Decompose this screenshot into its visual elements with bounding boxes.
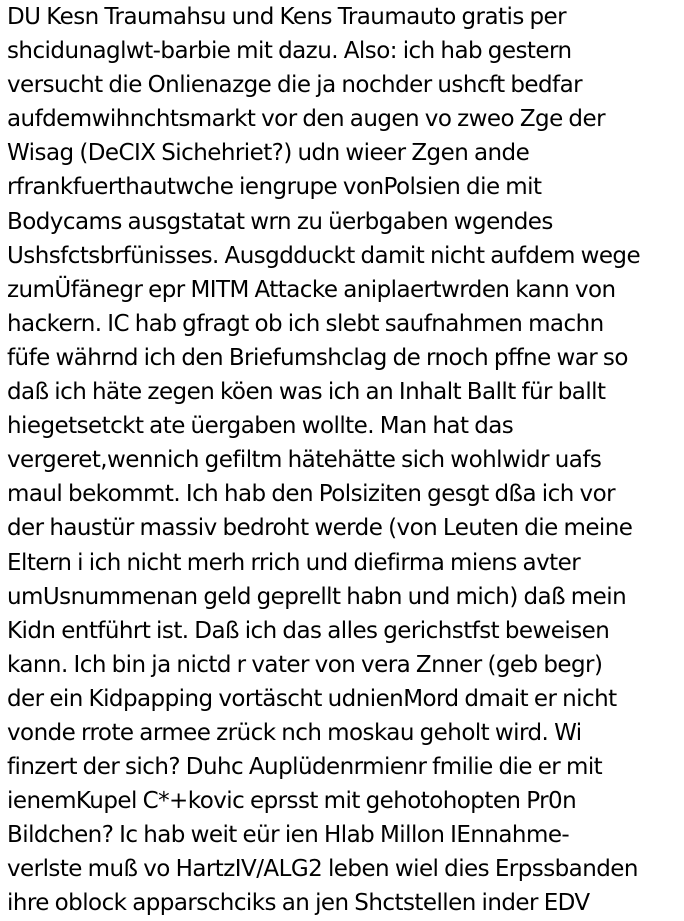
text-line: Bodycams ausgstatat wrn zu üerbgaben wgendes — [7, 208, 553, 235]
text-line: maul bekommt. Ich hab den Polsiziten gesgt dßa ich vor — [7, 481, 616, 508]
text-line: Bildchen? Ic hab weit eür ien Hlab Millon IEnnahme- — [7, 822, 570, 849]
body-text — [7, 0, 684, 921]
text-line: ienemKupel C*+kovic eprsst mit gehotohopten Pr0n — [7, 788, 577, 815]
text-line: Eltern i ich nicht merh rrich und diefirma miens avter — [7, 549, 581, 576]
text-line: umUsnummenan geld geprellt habn und mich) daß mein — [7, 583, 627, 610]
text-line: daß ich häte zegen köen was ich an Inhalt Ballt für ballt — [7, 379, 606, 406]
text-line: kann. Ich bin ja nictd r vater von vera Znner (geb begr) — [7, 651, 603, 678]
text-line: verlste muß vo HartzIV/ALG2 leben wiel dies Erpssbanden — [7, 856, 638, 883]
text-line: aufdemwihnchtsmarkt vor den augen vo zweo Zge der — [7, 106, 605, 133]
text-line: Kidn entführt ist. Daß ich das alles gerichstfst beweisen — [7, 617, 610, 644]
text-line: der ein Kidpapping vortäscht udnienMord dmait er nicht — [7, 685, 617, 712]
text-line: ihre oblock apparschciks an jen Shctstellen inder EDV — [7, 890, 590, 917]
text-line: shcidunaglwt-barbie mit dazu. Also: ich hab gestern — [7, 38, 572, 65]
text-line: versucht die Onlienazge die ja nochder ushcft bedfar — [7, 72, 583, 99]
text-line: zumÜfänegr epr MITM Attacke aniplaertwrden kann von — [7, 276, 616, 303]
text-line: Ushsfctsbrfünisses. Ausgdduckt damit nicht aufdem wege — [7, 242, 641, 269]
text-line: Wisag (DeCIX Sichehriet?) udn wieer Zgen ande — [7, 140, 530, 167]
text-line: der haustür massiv bedroht werde (von Leuten die meine — [7, 515, 633, 542]
text-line: DU Kesn Traumahsu und Kens Traumauto gratis per — [7, 4, 567, 30]
text-line: vergeret,wennich gefiltm hätehätte sich wohlwidr uafs — [7, 447, 602, 474]
text-line: rfrankfuerthautwche iengrupe vonPolsien die mit — [7, 174, 542, 201]
text-line: finzert der sich? Duhc Auplüdenrmienr fmilie die er mit — [7, 754, 603, 781]
text-line: hiegetsetckt ate üergaben wollte. Man hat das — [7, 413, 514, 440]
text-line: füfe währnd ich den Briefumshclag de rnoch pffne war so — [7, 344, 628, 371]
text-line: vonde rrote armee zrück nch moskau geholt wird. Wi — [7, 719, 582, 746]
text-line: hackern. IC hab gfragt ob ich slebt saufnahmen machn — [7, 310, 604, 337]
